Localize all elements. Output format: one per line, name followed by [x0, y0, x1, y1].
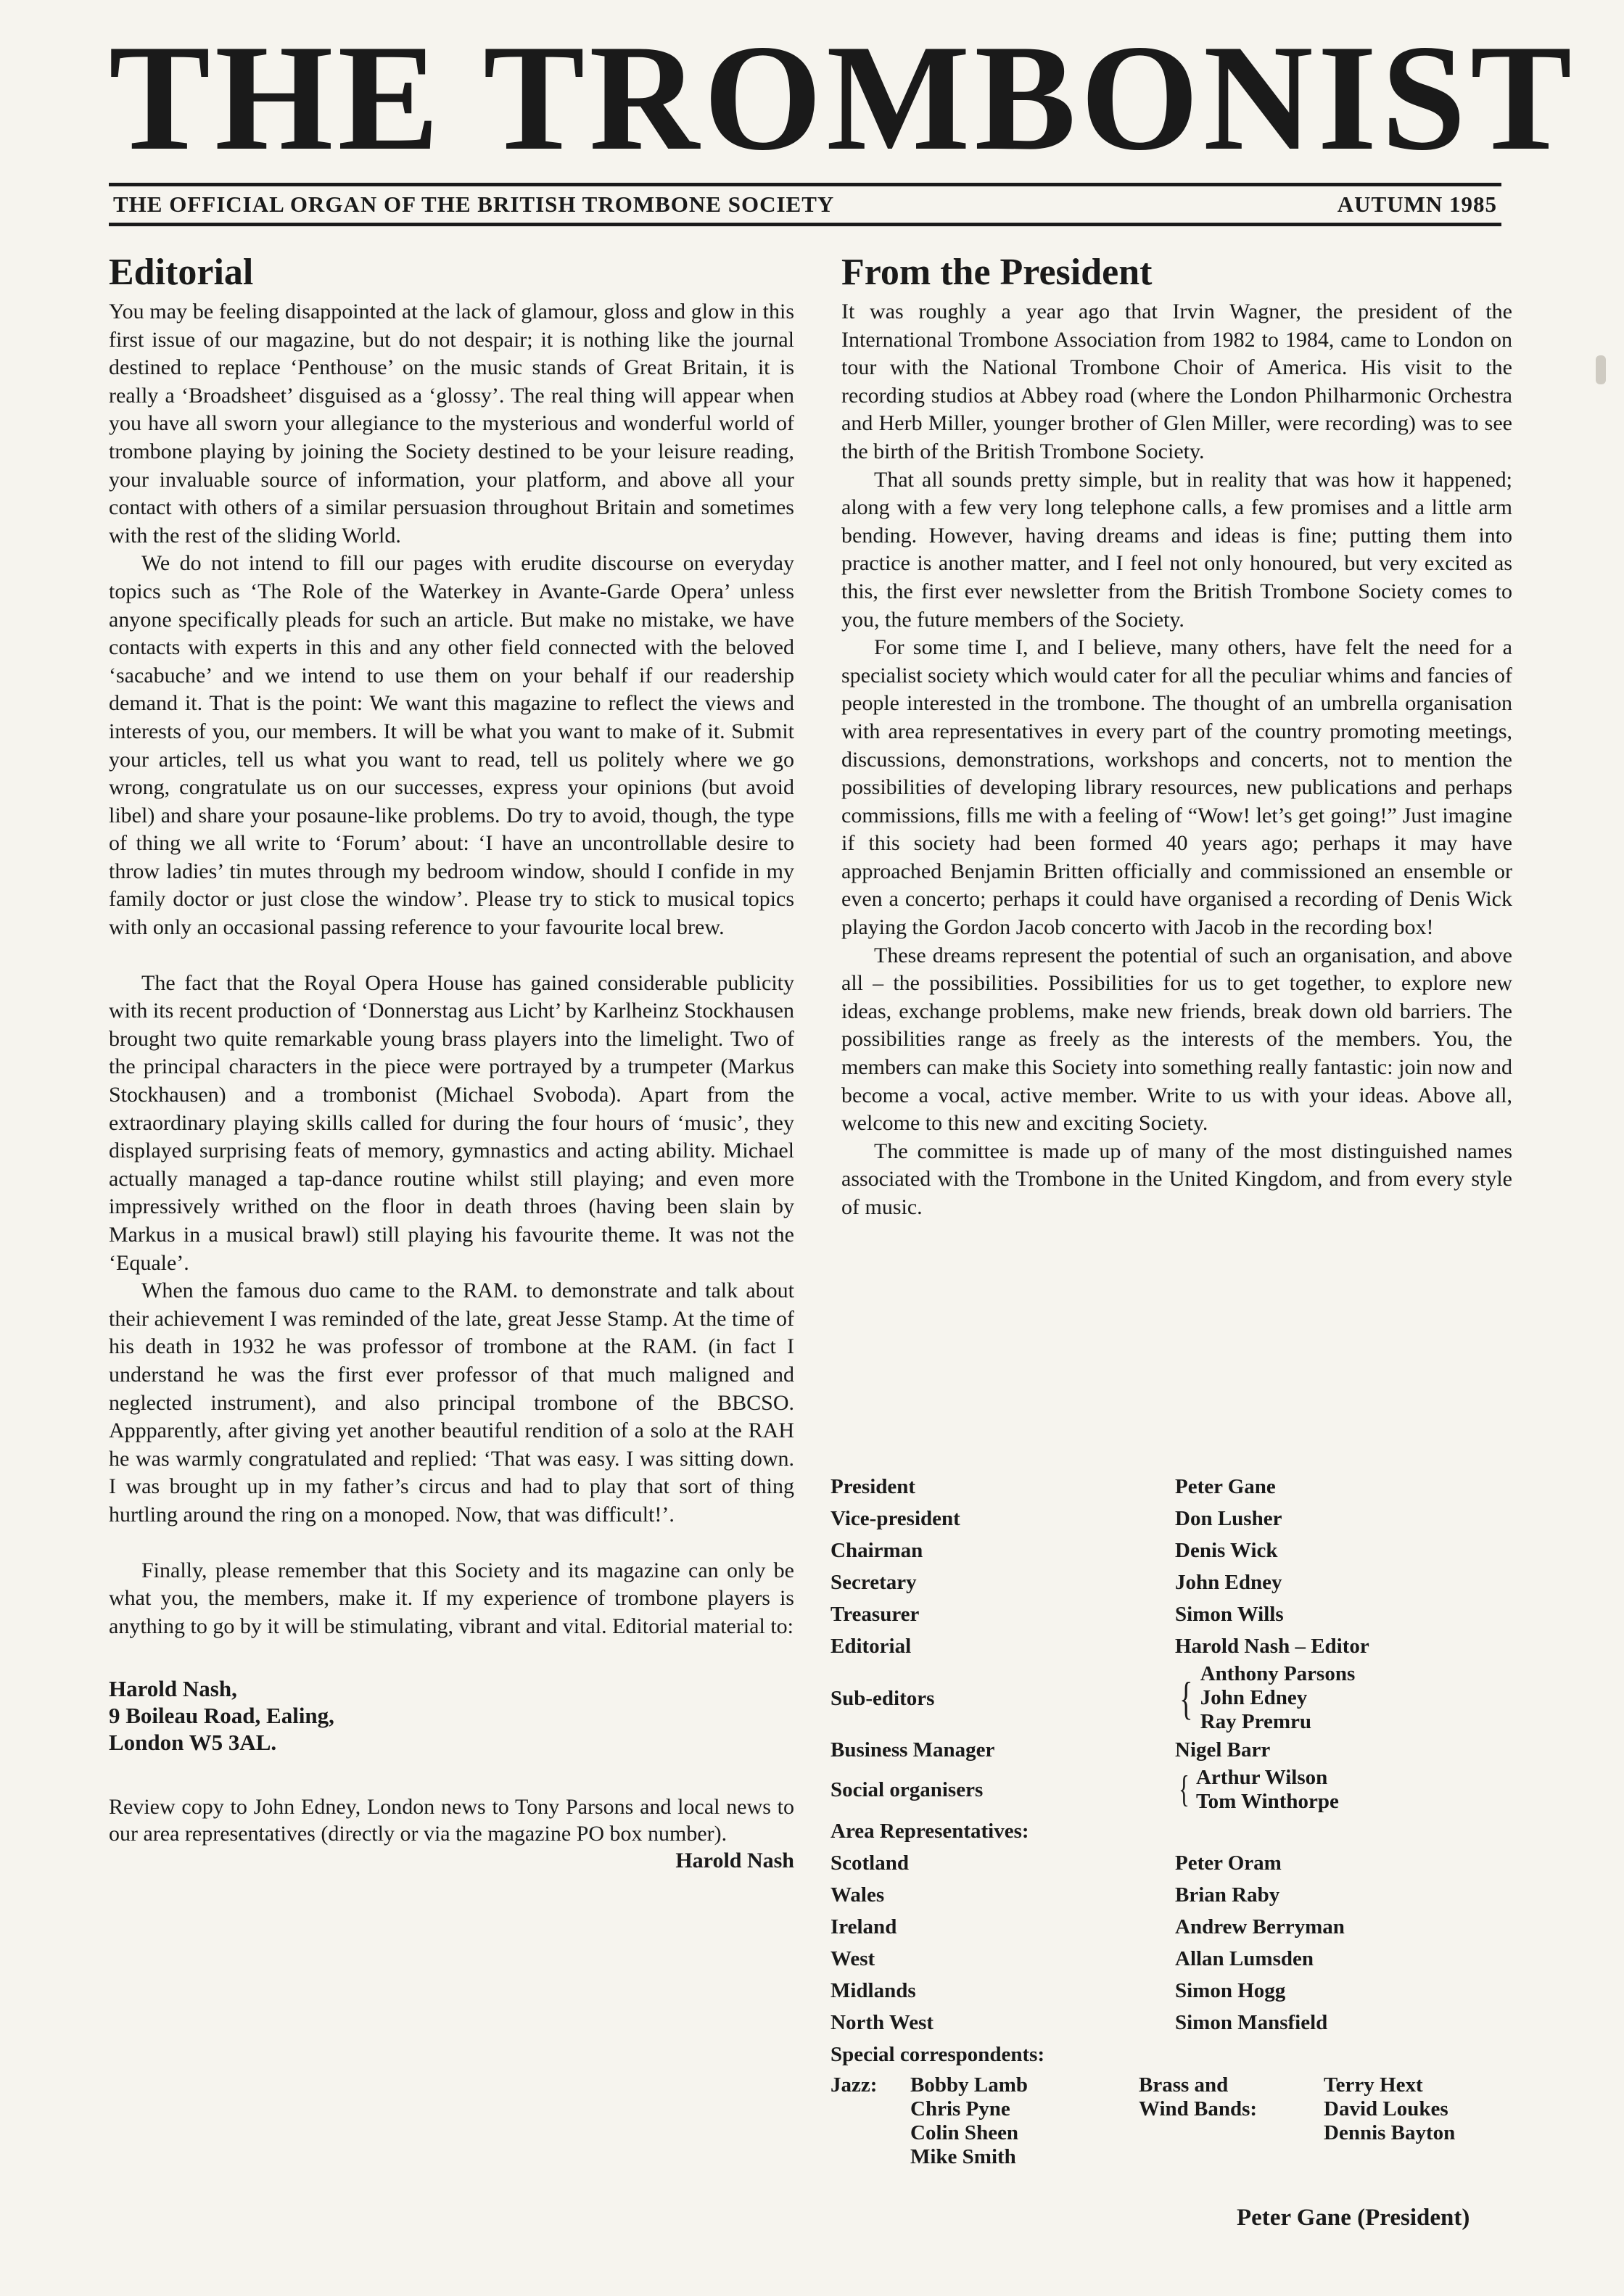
- correspondent-name: Dennis Bayton: [1324, 2121, 1456, 2144]
- president-signoff: Peter Gane (President): [1237, 2205, 1470, 2231]
- review-note: [109, 1793, 794, 1873]
- brass-label-line: Brass and: [1139, 2073, 1229, 2097]
- jazz-names: [910, 2073, 1139, 2169]
- correspondent-name: Bobby Lamb: [910, 2073, 1028, 2097]
- editorial-paragraph: Finally, please remember that this Society and its magazine can only be what you, the members, make it. If my experience of trombone players is anything to go by it will be stimulating, vibrant and vital. Editorial material to:: [109, 1558, 794, 1638]
- officer-role: President: [830, 1475, 916, 1498]
- president-paragraph: The committee is made up of many of the most distinguished names associated with the Trombone in the United Kingdom, and from every style of music.: [841, 1139, 1512, 1219]
- officer-name: Ray Premru: [1200, 1710, 1312, 1733]
- area-row: [830, 1975, 1527, 2007]
- area-row: [830, 1943, 1527, 1975]
- president-column: [841, 250, 1512, 1222]
- officer-row: [830, 1471, 1527, 1503]
- officer-name: Simon Wills: [1175, 1603, 1284, 1626]
- officer-role: Secretary: [830, 1571, 917, 1594]
- officer-role: Social organisers: [830, 1778, 984, 1801]
- area-representatives-heading: Area Representatives:: [830, 1820, 1029, 1843]
- scan-mark: [1596, 355, 1606, 384]
- officer-row: [830, 1503, 1527, 1535]
- officer-role: Editorial: [830, 1635, 912, 1658]
- president-paragraph: These dreams represent the potential of such an organisation, and above all – the possibilities. Possibilities for us to get together, to explore new ideas, exchange problems, make new friends, break down old barriers. The possibilities range as freely as the interests of the members. You, the members can make this Society into something really fantastic: join now and become a vocal, active member. Write to us with your ideas. Above all, welcome to this new and exciting Society.: [841, 943, 1512, 1136]
- area-region: Midlands: [830, 1979, 916, 2002]
- officer-role: Vice-president: [830, 1507, 960, 1530]
- officer-role: Business Manager: [830, 1738, 995, 1762]
- area-name: Peter Oram: [1175, 1851, 1282, 1875]
- paragraph-gap: [109, 1529, 794, 1557]
- area-name: Allan Lumsden: [1175, 1947, 1314, 1970]
- officer-name: Tom Winthorpe: [1195, 1790, 1339, 1813]
- address-city: London W5 3AL.: [109, 1730, 277, 1756]
- area-row: [830, 2007, 1527, 2039]
- special-correspondents: [830, 2073, 1527, 2169]
- correspondent-name: Chris Pyne: [910, 2097, 1010, 2121]
- brass-names: [1324, 2073, 1455, 2169]
- officer-name: Nigel Barr: [1175, 1738, 1271, 1762]
- editorial-address: [109, 1675, 794, 1756]
- president-paragraph: That all sounds pretty simple, but in reality that was how it happened; along with a few very long telephone calls, a few promises and a little arm bending. However, having dreams and ideas is fine; putting them into practice is another matter, and I feel not only honoured, but very excited as this, the first ever newsletter from the British Trombone Society comes to you, the future members of the Society.: [841, 467, 1512, 632]
- officer-name: Harold Nash – Editor: [1175, 1635, 1369, 1658]
- brace-glyph: {: [1178, 1769, 1190, 1810]
- officer-name: Don Lusher: [1175, 1507, 1282, 1530]
- social-organiser-list: [1196, 1766, 1339, 1814]
- correspondent-name: Colin Sheen: [910, 2121, 1019, 2144]
- officer-role: Sub-editors: [830, 1686, 935, 1710]
- area-name: Andrew Berryman: [1175, 1915, 1345, 1938]
- officer-row: [830, 1566, 1527, 1598]
- review-text: Review copy to John Edney, London news to Tony Parsons and local news to our area representatives (directly or via the magazine PO box number).: [109, 1795, 794, 1846]
- social-organiser-names: [1175, 1766, 1339, 1814]
- editorial-paragraph: The fact that the Royal Opera House has gained considerable publicity with its recent production of ‘Donnerstag aus Licht’ by Karlheinz Stockhausen brought two quite remarkable young brass players into the limelight. Two of the principal characters in the piece were portrayed by a trumpeter (Markus Stockhausen) and a trombonist (Michael Svoboda). Apart from the extraordinary playing skills called for during the four hours of ‘music’, they displayed surprising feats of memory, gymnastics and acting ability. Michael actually managed a tap-dance routine whilst still playing; and even more impressively writhed on the floor in death throes (having been slain by Markus in a musical brawl) still playing his favourite theme. It was not the ‘Equale’.: [109, 970, 794, 1275]
- officer-row: [830, 1630, 1527, 1662]
- strapline: [109, 183, 1501, 226]
- officer-name: John Edney: [1175, 1571, 1282, 1594]
- brass-label: [1139, 2073, 1324, 2169]
- officer-row: [830, 1535, 1527, 1566]
- president-heading: From the President: [841, 252, 1153, 293]
- address-street: 9 Boileau Road, Ealing,: [109, 1703, 334, 1729]
- editorial-heading: Editorial: [109, 252, 254, 293]
- special-correspondents-heading: Special correspondents:: [830, 2043, 1045, 2066]
- area-name: Simon Hogg: [1175, 1979, 1286, 2002]
- editorial-paragraph: You may be feeling disappointed at the lack of glamour, gloss and glow in this first issue of our magazine, but do not despair; it is nothing like the journal destined to replace ‘Penthouse’ on the music stands of Great Britain, it is really a ‘Broadsheet’ disguised as a ‘glossy’. The real thing will appear when you have all sworn your allegiance to the mysterious and wonderful world of trombone playing by joining the Society destined to be your leisure reading, your invaluable source of information, your platform, and above all your contact with others of a similar persuasion throughout Britain and sometimes with the rest of the sliding World.: [109, 300, 794, 548]
- jazz-label: Jazz:: [830, 2073, 878, 2097]
- officer-row: [830, 1598, 1527, 1630]
- area-region: Ireland: [830, 1915, 897, 1938]
- editorial-column: [109, 250, 794, 1874]
- area-region: West: [830, 1947, 875, 1970]
- area-name: Brian Raby: [1175, 1883, 1280, 1907]
- address-name: Harold Nash,: [109, 1676, 237, 1702]
- area-row: [830, 1847, 1527, 1879]
- issue-date: AUTUMN 1985: [1337, 191, 1497, 217]
- officer-role: Treasurer: [830, 1603, 920, 1626]
- brass-label-line: Wind Bands:: [1139, 2097, 1258, 2121]
- officer-name: Arthur Wilson: [1195, 1766, 1328, 1789]
- area-region: North West: [830, 2011, 934, 2034]
- correspondent-name: Terry Hext: [1324, 2073, 1423, 2097]
- masthead-title: THE TROMBONIST: [109, 14, 1577, 182]
- officer-name: John Edney: [1200, 1686, 1308, 1709]
- officer-name: Anthony Parsons: [1200, 1662, 1356, 1685]
- officer-row: [830, 1662, 1527, 1734]
- officer-name: Denis Wick: [1175, 1539, 1278, 1562]
- area-name: Simon Mansfield: [1175, 2011, 1328, 2034]
- area-row: [830, 1911, 1527, 1943]
- correspondent-name: David Loukes: [1324, 2097, 1448, 2121]
- editor-signature: Harold Nash: [675, 1849, 794, 1873]
- officer-row: [830, 1734, 1527, 1766]
- sub-editor-names: [1175, 1662, 1355, 1734]
- president-paragraph: It was roughly a year ago that Irvin Wagner, the president of the International Trombone Association from 1982 to 1984, came to London on tour with the National Trombone Choir of America. His visit to the recording studios at Abbey road (where the London Philharmonic Orchestra and Herb Miller, younger brother of Glen Miller, were recording) was to see the birth of the British Trombone Society.: [841, 300, 1512, 463]
- area-row: [830, 1879, 1527, 1911]
- editorial-paragraph: We do not intend to fill our pages with erudite discourse on everyday topics such as ‘The Role of the Waterkey in Avante-Garde Opera’ unless anyone specifically pleads for such an article. But make no mistake, we have contacts with experts in this and any other field connected with the beloved ‘sacabuche’ and we intend to use them on your behalf if our readership demand it. That is the point: We want this magazine to reflect the views and interests of you, our members. It will be what you want to make of it. Submit your articles, tell us what you want to read, tell us politely where we go wrong, congratulate us on our successes, express your opinions (but avoid libel) and share your posaune-like problems. Do try to avoid, though, the type of thing we all write to ‘Forum’ about: ‘I have an uncontrollable desire to throw ladies’ tin mutes through my bedroom window, should I confide in my family doctor or just close the window’. Please try to stick to musical topics with only an occasional passing reference to your favourite local brew.: [109, 551, 794, 940]
- officer-role: Chairman: [830, 1539, 923, 1562]
- officer-row: [830, 1766, 1527, 1814]
- area-region: Scotland: [830, 1851, 909, 1875]
- official-organ-line: THE OFFICIAL ORGAN OF THE BRITISH TROMBONE SOCIETY: [113, 191, 835, 217]
- officer-name: Peter Gane: [1175, 1475, 1276, 1498]
- area-region: Wales: [830, 1883, 885, 1907]
- brace-glyph: {: [1179, 1672, 1193, 1724]
- committee-list: [830, 1471, 1527, 2169]
- president-paragraph: For some time I, and I believe, many others, have felt the need for a specialist society which would cater for all the peculiar whims and fancies of people interested in the trombone. The thought of an umbrella organisation with area representatives in every part of the country promoting meetings, discussions, demonstrations, workshops and concerts, not to mention the possibilities of developing library resources, new publications and perhaps commissions, fills me with a feeling of “Wow! let’s get going!” Just imagine if this society had been formed 40 years ago; perhaps it may have approached Benjamin Britten officially and commissioned an ensemble or even a concerto; perhaps it could have organised a recording of Denis Wick playing the Gordon Jacob concerto with Jacob in the recording box!: [841, 635, 1512, 940]
- editorial-paragraph: When the famous duo came to the RAM. to demonstrate and talk about their achievement I was reminded of the late, great Jesse Stamp. At the time of his death in 1932 he was professor of trombone at the RAM. (in fact I understand he was the first ever professor of that much maligned and neglected instrument), and also principal trombone of the BBCSO. Appparently, after giving yet another beautiful rendition of a solo at the RAH he was warmly congratulated and replied: ‘That was easy. I was sitting down. I was brought up in my father’s circus and had to play that sort of thing hurtling around the ring on a monoped. Now, that was difficult!’.: [109, 1279, 794, 1527]
- correspondent-name: Mike Smith: [910, 2145, 1016, 2168]
- paragraph-gap: [109, 942, 794, 970]
- sub-editor-list: [1200, 1662, 1356, 1734]
